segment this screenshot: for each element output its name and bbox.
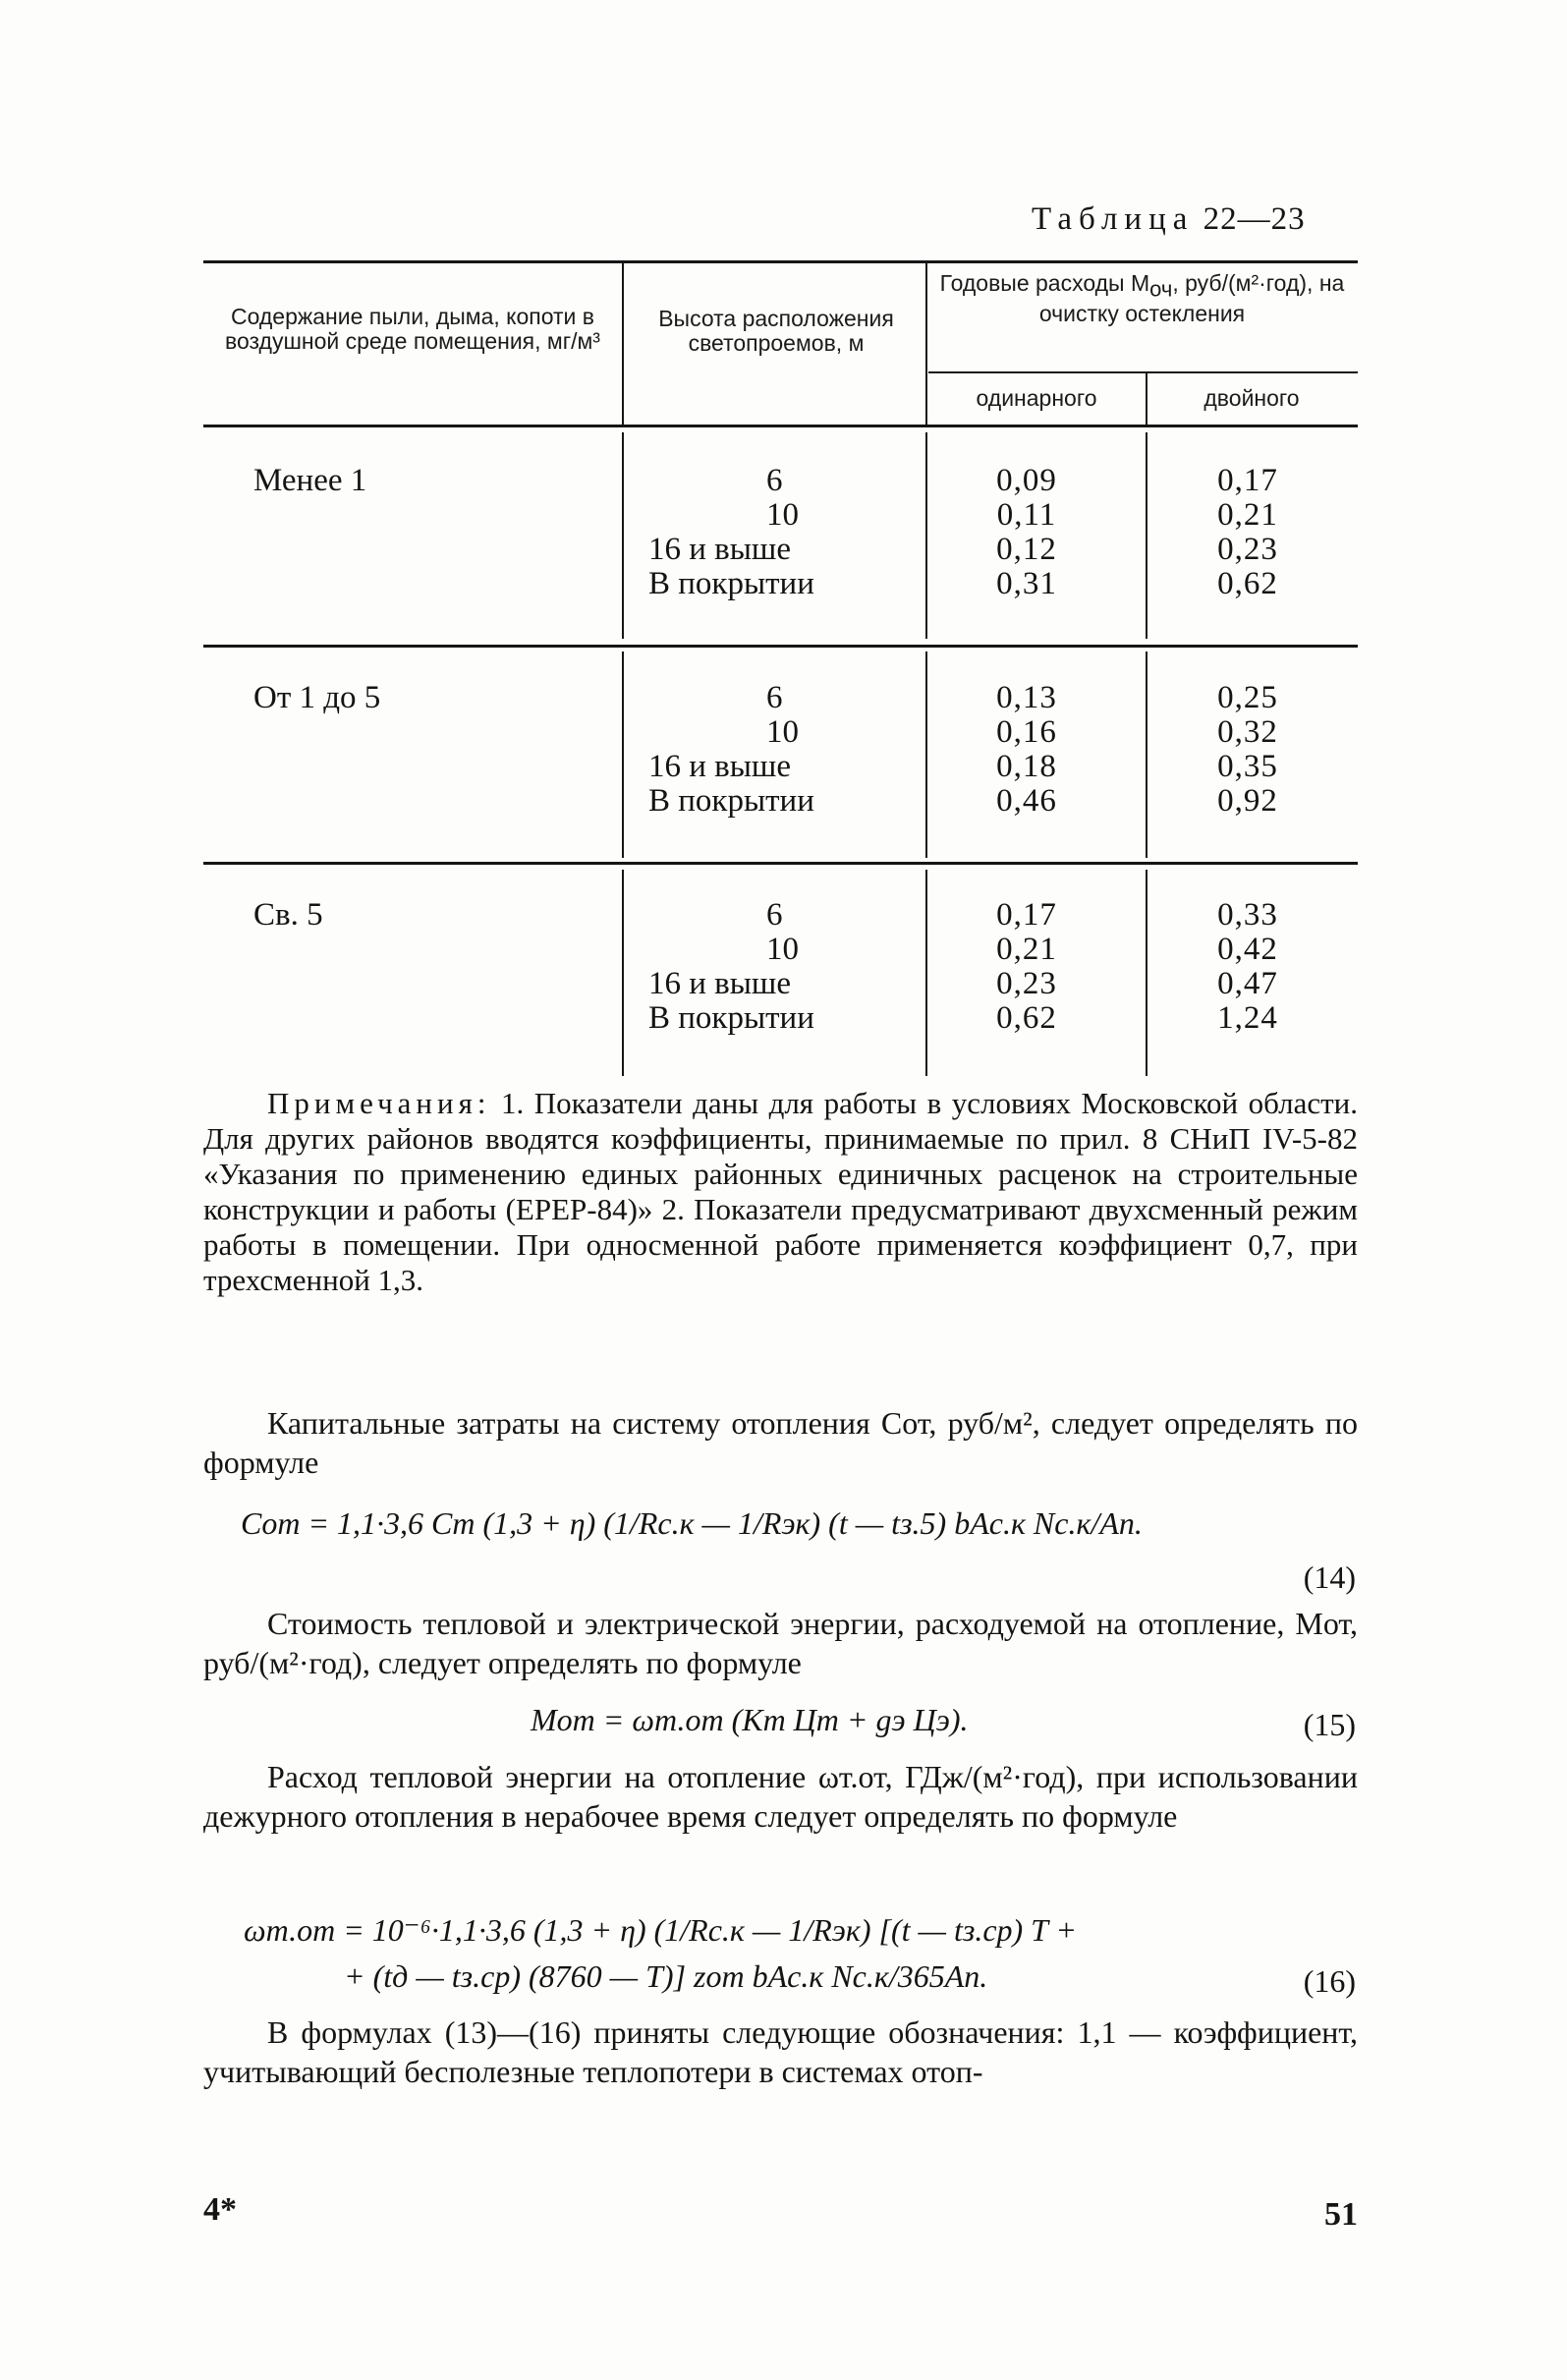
- row1-double: [1149, 464, 1346, 601]
- row-divider-1: [203, 645, 1358, 648]
- formula-14: Cот = 1,1·3,6 Cт (1,3 + η) (1/Rс.к — 1/Rэк) (t — tз.5) bAс.к Nс.к/Aп.: [241, 1505, 1143, 1541]
- row2-double: [1149, 681, 1346, 819]
- equation-number-14: (14): [1303, 1559, 1356, 1595]
- table-cell: 0,33: [1217, 897, 1278, 933]
- header-single-glazing: одинарного: [976, 385, 1097, 411]
- table-cell: 16 и выше: [648, 749, 791, 784]
- formula-16-line2: + (tд — tз.ср) (8760 — T)] zот bAс.к Nс.к/365Aп.: [344, 1958, 988, 1994]
- table-cell: 0,23: [996, 966, 1057, 1001]
- table-cell: 0,23: [1217, 532, 1278, 567]
- col-divider-3-block1: [1146, 432, 1147, 639]
- equation-number-15: (15): [1303, 1707, 1356, 1742]
- table-cell: 0,12: [996, 532, 1057, 567]
- table-cell: 0,62: [1217, 566, 1278, 601]
- table-top-rule: [203, 260, 1358, 263]
- table-cell: 0,13: [996, 680, 1057, 715]
- table-cell: 0,09: [996, 463, 1057, 498]
- row3-heights: [648, 898, 894, 1036]
- paragraph-energy-cost: Стоимость тепловой и электрической энергии, расходуемой на отопление, Mот, руб/(м²·год), следует определять по формуле: [203, 1606, 1358, 1680]
- table-cell: 6: [766, 680, 783, 715]
- table-cell: 0,17: [996, 897, 1057, 933]
- col-divider-2-block2: [925, 652, 927, 858]
- col-divider-2-block3: [925, 870, 927, 1076]
- row1-heights: [648, 464, 894, 601]
- col-divider-2: [925, 263, 927, 425]
- table-cell: 0,62: [996, 1000, 1057, 1036]
- table-cell: 0,31: [996, 566, 1057, 601]
- table-cell: 0,46: [996, 783, 1057, 819]
- signature-mark: 4*: [203, 2191, 237, 2228]
- header-annual-costs-a: Годовые расходы M: [939, 270, 1150, 296]
- col-divider-2-block1: [925, 432, 927, 639]
- paragraph-capital-costs: Капитальные затраты на систему отопления Cот, руб/м², следует определять по формуле: [203, 1405, 1358, 1480]
- col-divider-3-block2: [1146, 652, 1147, 858]
- header-annual-costs-b: , руб/(м²·год), на очистку остекления: [1038, 270, 1345, 326]
- table-cell: 10: [766, 714, 799, 750]
- formula-15: Mот = ωт.от (Kт Цт + gэ Цэ).: [531, 1702, 969, 1737]
- page-number: 51: [1324, 2196, 1358, 2233]
- table-cell: 0,17: [1217, 463, 1278, 498]
- col-divider-1-block3: [622, 870, 624, 1076]
- table-cell: В покрытии: [648, 1000, 814, 1036]
- table-cell: 0,92: [1217, 783, 1278, 819]
- row2-content: От 1 до 5: [253, 680, 381, 715]
- notes-text: 1. Показатели даны для работы в условиях Московской области. Для других районов вводятся коэффициенты, принимаемые по прил. 8 СНиП IV-5-82 «Указания по применению единых районных единичных расценок на строительные конструкции и работы (ЕРЕР-84)» 2. Показатели предусматривают двухсменный режим работы в помещении. При односменной работе применяется коэффициент 0,7, при трехсменной 1,3.: [203, 1086, 1358, 1297]
- row3-content: Св. 5: [253, 897, 323, 933]
- table-cell: 10: [766, 497, 799, 533]
- table-cell: 6: [766, 463, 783, 498]
- table-notes: [203, 1086, 1358, 1298]
- header-annual-costs-sub: оч: [1149, 276, 1173, 302]
- row-divider-2: [203, 862, 1358, 865]
- table-cell: 0,35: [1217, 749, 1278, 784]
- table-title-word: Таблица: [1032, 201, 1195, 237]
- col-divider-1-block2: [622, 652, 624, 858]
- table-cell: 16 и выше: [648, 532, 791, 567]
- notes-label: Примечания:: [267, 1086, 491, 1120]
- paragraph-heat-consumption: Расход тепловой энергии на отопление ωт.от, ГДж/(м²·год), при использовании дежурного отопления в нерабочее время следует определять по формуле: [203, 1759, 1358, 1834]
- col-divider-1: [622, 263, 624, 425]
- col-divider-3-block3: [1146, 870, 1147, 1076]
- header-double-glazing: двойного: [1203, 385, 1300, 411]
- header-annual-costs: [933, 271, 1351, 326]
- header-window-height: Высота расположения светопроемов, м: [658, 306, 894, 356]
- row2-single: [928, 681, 1125, 819]
- row1-content: Менее 1: [253, 463, 367, 498]
- table-title-number: 22—23: [1203, 201, 1306, 237]
- table-cell: 16 и выше: [648, 966, 791, 1001]
- table-cell: 0,42: [1217, 932, 1278, 967]
- table-cell: 0,21: [996, 932, 1057, 967]
- paragraph-notation: В формулах (13)—(16) приняты следующие обозначения: 1,1 — коэффициент, учитывающий бесполезные теплопотери в системах отоп-: [203, 2014, 1358, 2089]
- row2-heights: [648, 681, 894, 819]
- formula-16-line1: ωт.от = 10⁻⁶·1,1·3,6 (1,3 + η) (1/Rс.к — 1/Rэк) [(t — tз.ср) T +: [244, 1912, 1077, 1948]
- col-divider-1-block1: [622, 432, 624, 639]
- table-cell: 0,32: [1217, 714, 1278, 750]
- table-cell: 1,24: [1217, 1000, 1278, 1036]
- table-cell: 0,47: [1217, 966, 1278, 1001]
- table-cell: В покрытии: [648, 783, 814, 819]
- header-bottom-rule: [203, 425, 1358, 427]
- table-cell: 0,16: [996, 714, 1057, 750]
- table-cell: 10: [766, 932, 799, 967]
- table-cell: В покрытии: [648, 566, 814, 601]
- header-subrule: [928, 371, 1358, 373]
- table-cell: 6: [766, 897, 783, 933]
- table-cell: 0,11: [996, 497, 1057, 533]
- row1-single: [928, 464, 1125, 601]
- table-cell: 0,18: [996, 749, 1057, 784]
- row3-single: [928, 898, 1125, 1036]
- header-dust-content: Содержание пыли, дыма, копоти в воздушной среде помещения, мг/м³: [225, 304, 600, 354]
- equation-number-16: (16): [1303, 1963, 1356, 1999]
- table-cell: 0,25: [1217, 680, 1278, 715]
- row3-double: [1149, 898, 1346, 1036]
- table-title: [1032, 201, 1306, 238]
- table-cell: 0,21: [1217, 497, 1278, 533]
